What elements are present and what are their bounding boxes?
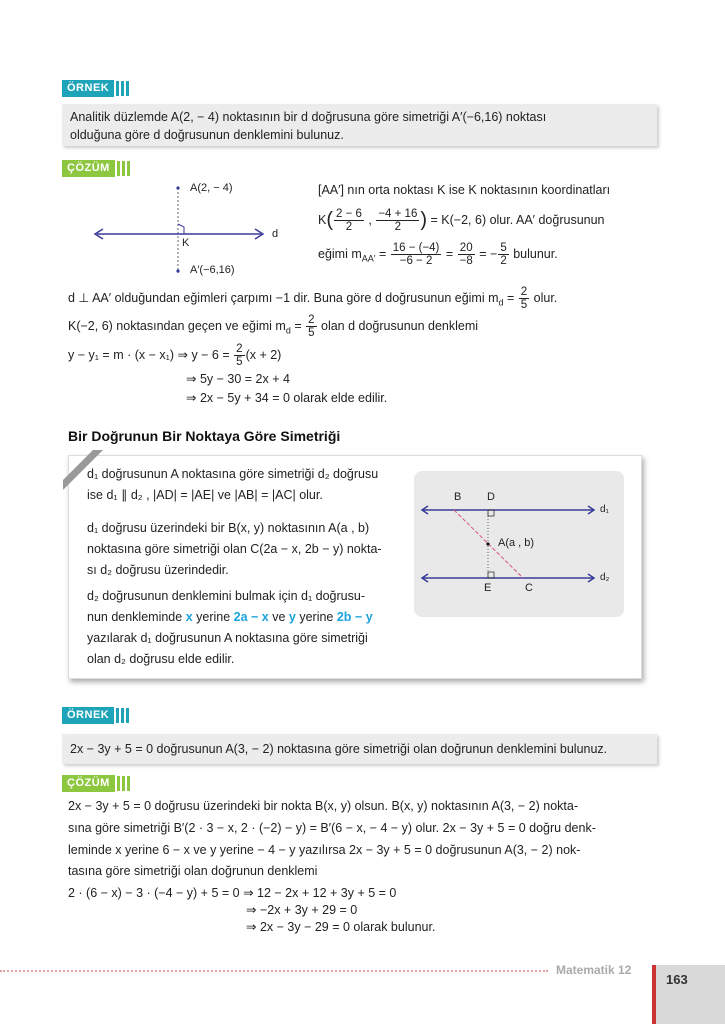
point-a-prime-label: A′(−6,16) [190, 264, 235, 276]
info-paragraph: d₂ doğrusunun denklemini bulmak için d₁ doğrusu- nun denkleminde x yerine 2a − x ve y yerine 2b − y yazılarak d₁ doğrusunun A noktasına göre simetriği olan d₂ doğrusu elde edilir. [87, 589, 373, 666]
line-d2-label: d₂ [600, 572, 610, 583]
page-number: 163 [666, 972, 688, 987]
slope-formula: eğimi $m_{AA'}$ = $\frac{16 - (-4)}{-6 - 2}$ = $\frac{20}{-8}$ = − $\frac{5}{2}$ bulunur. [318, 242, 558, 267]
solution-text: 2x − 3y + 5 = 0 doğrusu üzerindeki bir nokta B(x, y) olsun. B(x, y) noktasının A(3, − 2) nokta- [68, 799, 578, 813]
example-question-box [62, 104, 657, 146]
equation-line: y − y₁ = m · (x − x₁) ⇒ y − 6 = $\frac{2}{5}$ (x + 2) [68, 343, 282, 368]
midpoint-formula: K( $\frac{2 - 6}{2}$ , $\frac{-4 + 16}{2}$ ) = K(−2, 6) olur. AA′ doğrusunun [318, 208, 605, 233]
line-d1-label: d₁ [600, 504, 609, 515]
question-text: olduğuna göre d doğrusunun denklemini bulunuz. [70, 128, 344, 142]
question-text: Analitik düzlemde A(2, − 4) noktasının bir d doğrusuna göre simetriği A′(−6,16) noktası [70, 110, 547, 124]
solution-text: K(−2, 6) noktasından geçen ve eğimi $m_d$ = $\frac{2}{5}$ olan d doğrusunun denklemi [68, 314, 479, 339]
point-a-label: A(a , b) [498, 537, 535, 549]
section-heading: Bir Doğrunun Bir Noktaya Göre Simetriği [68, 428, 341, 444]
solution-badge: ÇÖZÜM [62, 775, 130, 792]
solution-text: leminde x yerine 6 − x ve y yerine − 4 − y yazılırsa 2x − 3y + 5 = 0 doğrusunun A(3, − 2) nok- [68, 843, 581, 857]
example-badge: ÖRNEK [62, 707, 129, 724]
parallel-lines-diagram [414, 471, 624, 617]
point-b-label: B [454, 491, 462, 503]
info-paragraph: d₁ doğrusunun A noktasına göre simetriği d₂ doğrusu ise d₁ ∥ d₂ , |AD| = |AE| ve |AB| = |AC| olur. [87, 467, 379, 502]
point-d-label: D [487, 491, 495, 503]
page-number-box [652, 965, 725, 1024]
point-k-label: K [182, 237, 190, 249]
example-badge: ÖRNEK [62, 80, 129, 97]
footer-divider [0, 970, 548, 972]
equation-line: 2 · (6 − x) − 3 · (−4 − y) + 5 = 0 ⇒ 12 − 2x + 12 + 3y + 5 = 0 [68, 886, 397, 900]
point-e-label: E [484, 582, 492, 594]
equation-line: ⇒ −2x + 3y + 29 = 0 [246, 903, 358, 917]
solution-text: tasına göre simetriği olan doğrunun denklemi [68, 864, 318, 878]
solution-text: [AA′] nın orta noktası K ise K noktasının koordinatları [318, 183, 611, 197]
info-box [68, 455, 642, 679]
example-question-box [62, 734, 657, 764]
point-c-label: C [525, 582, 533, 594]
solution-text: sına göre simetriği B′(2 · 3 − x, 2 · (−2) − y) = B′(6 − x, − 4 − y) olur. 2x − 3y + 5 = 0 doğru denk- [68, 821, 596, 835]
info-paragraph: d₁ doğrusu üzerindeki bir B(x, y) noktasının A(a , b) noktasına göre simetriği olan C(2a − x, 2b − y) nokta- sı d₂ doğrusu üzerindedir. [87, 521, 382, 577]
line-d-label: d [272, 228, 279, 240]
equation-line: ⇒ 5y − 30 = 2x + 4 [186, 372, 290, 386]
equation-line: ⇒ 2x − 3y − 29 = 0 olarak bulunur. [246, 920, 436, 934]
book-title: Matematik 12 [556, 963, 632, 977]
solution-text: d ⊥ AA′ olduğundan eğimleri çarpımı −1 dir. Buna göre d doğrusunun eğimi $m_d$ = $\frac{2}{5}$ olur. [68, 286, 558, 311]
equation-line: ⇒ 2x − 5y + 34 = 0 olarak elde edilir. [186, 391, 388, 405]
question-text: 2x − 3y + 5 = 0 doğrusunun A(3, − 2) noktasına göre simetriği olan doğrunun denklemini bulunuz. [70, 742, 608, 756]
point-a-label: A(2, − 4) [190, 182, 233, 194]
solution-badge: ÇÖZÜM [62, 160, 130, 177]
